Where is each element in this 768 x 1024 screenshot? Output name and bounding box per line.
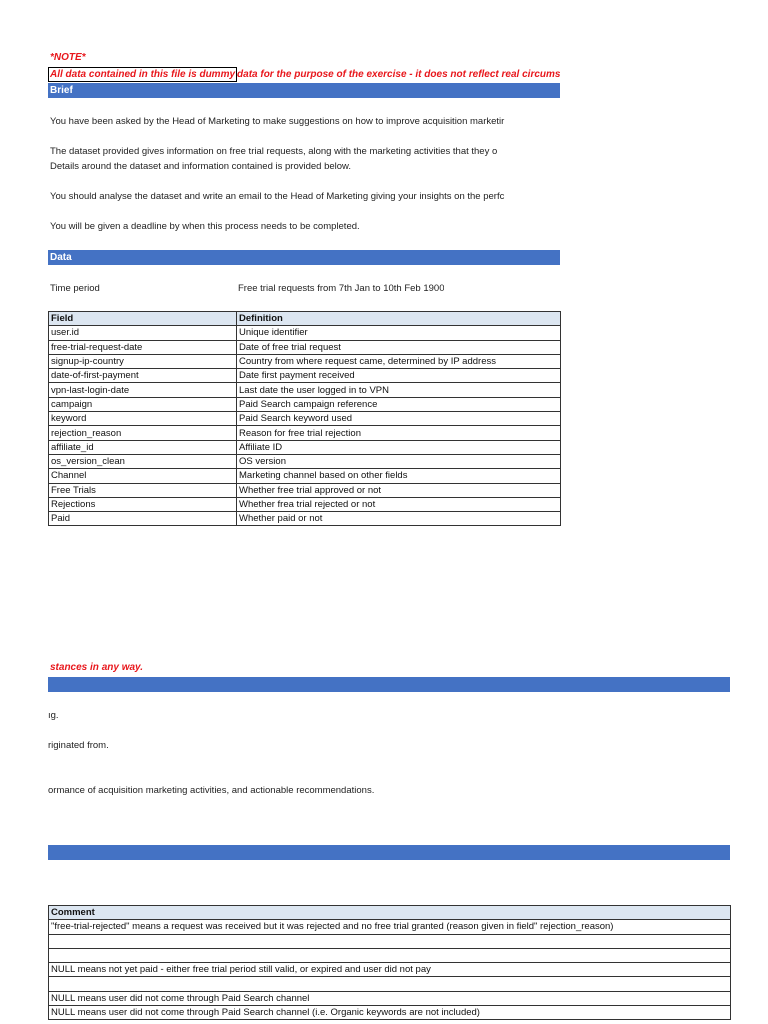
field-cell[interactable]: date-of-first-payment (49, 369, 237, 383)
brief-paragraph-2b: Details around the dataset and information contained is provided below. (50, 161, 352, 172)
table-row (49, 354, 561, 368)
comment-cell[interactable]: "free-trial-rejected" means a request was received but it was rejected and no free trial granted (reason given in field" rejection_reason) (49, 920, 731, 934)
definition-cell[interactable]: OS version (237, 454, 561, 468)
field-cell[interactable]: Paid (49, 512, 237, 526)
definition-cell[interactable]: Last date the user logged in to VPN (237, 383, 561, 397)
fields-table-header-row (49, 312, 561, 326)
field-cell[interactable]: rejection_reason (49, 426, 237, 440)
brief-band-continued (48, 677, 730, 692)
field-cell[interactable]: user.id (49, 326, 237, 340)
note-rest-text: data for the purpose of the exercise - it does not reflect real circums (237, 69, 560, 80)
fields-table (48, 311, 561, 526)
table-row (49, 948, 731, 962)
brief-paragraph-2a: The dataset provided gives information on free trial requests, along with the marketing activities that they o (50, 146, 498, 157)
definition-cell[interactable]: Whether paid or not (237, 512, 561, 526)
table-row (49, 469, 561, 483)
table-row (49, 920, 731, 934)
note-title: *NOTE* (50, 52, 86, 63)
table-row (49, 440, 561, 454)
brief-heading: Brief (48, 83, 560, 98)
comment-cell[interactable] (49, 977, 731, 991)
time-period-label: Time period (50, 283, 100, 294)
table-row (49, 483, 561, 497)
table-row (49, 412, 561, 426)
comments-table (48, 905, 731, 1020)
comment-column-header[interactable]: Comment (49, 906, 731, 920)
comment-cell[interactable] (49, 934, 731, 948)
field-cell[interactable]: free-trial-request-date (49, 340, 237, 354)
field-cell[interactable]: vpn-last-login-date (49, 383, 237, 397)
definition-cell[interactable]: Whether frea trial rejected or not (237, 497, 561, 511)
table-row (49, 326, 561, 340)
definition-cell[interactable]: Paid Search keyword used (237, 412, 561, 426)
time-period-value: Free trial requests from 7th Jan to 10th Feb 1900 (238, 283, 445, 294)
table-row (49, 991, 731, 1005)
field-column-header[interactable]: Field (49, 312, 237, 326)
data-heading: Data (48, 250, 560, 265)
brief-paragraph-4: You will be given a deadline by when this process needs to be completed. (50, 221, 360, 232)
definition-cell[interactable]: Affiliate ID (237, 440, 561, 454)
note-line (48, 67, 560, 82)
table-row (49, 934, 731, 948)
comment-cell[interactable]: NULL means user did not come through Paid Search channel (49, 991, 731, 1005)
table-row (49, 497, 561, 511)
comments-table-header-row (49, 906, 731, 920)
table-row (49, 340, 561, 354)
definition-cell[interactable]: Paid Search campaign reference (237, 397, 561, 411)
definition-cell[interactable]: Marketing channel based on other fields (237, 469, 561, 483)
table-row (49, 426, 561, 440)
definition-cell[interactable]: Whether free trial approved or not (237, 483, 561, 497)
brief-paragraph-3-continued: ormance of acquisition marketing activities, and actionable recommendations. (48, 785, 375, 796)
field-cell[interactable]: Channel (49, 469, 237, 483)
brief-paragraph-2-continued: riginated from. (48, 740, 109, 751)
brief-paragraph-1-continued: ıg. (48, 710, 59, 721)
definition-column-header[interactable]: Definition (237, 312, 561, 326)
field-cell[interactable]: campaign (49, 397, 237, 411)
table-row (49, 397, 561, 411)
table-row (49, 977, 731, 991)
table-row (49, 383, 561, 397)
data-band-continued (48, 845, 730, 860)
field-cell[interactable]: keyword (49, 412, 237, 426)
note-boxed-text[interactable]: All data contained in this file is dummy (50, 69, 236, 80)
field-cell[interactable]: signup-ip-country (49, 354, 237, 368)
comment-cell[interactable] (49, 948, 731, 962)
definition-cell[interactable]: Reason for free trial rejection (237, 426, 561, 440)
definition-cell[interactable]: Date of free trial request (237, 340, 561, 354)
comment-cell[interactable]: NULL means user did not come through Paid Search channel (i.e. Organic keywords are not included) (49, 1006, 731, 1020)
field-cell[interactable]: Free Trials (49, 483, 237, 497)
brief-paragraph-1: You have been asked by the Head of Marketing to make suggestions on how to improve acquisition marketir (50, 116, 505, 127)
note-continuation: stances in any way. (50, 662, 144, 673)
brief-paragraph-3: You should analyse the dataset and write an email to the Head of Marketing giving your insights on the perfc (50, 191, 505, 202)
field-cell[interactable]: affiliate_id (49, 440, 237, 454)
table-row (49, 512, 561, 526)
field-cell[interactable]: Rejections (49, 497, 237, 511)
comment-cell[interactable]: NULL means not yet paid - either free trial period still valid, or expired and user did not pay (49, 963, 731, 977)
definition-cell[interactable]: Date first payment received (237, 369, 561, 383)
definition-cell[interactable]: Unique identifier (237, 326, 561, 340)
field-cell[interactable]: os_version_clean (49, 454, 237, 468)
table-row (49, 1006, 731, 1020)
table-row (49, 963, 731, 977)
table-row (49, 454, 561, 468)
table-row (49, 369, 561, 383)
definition-cell[interactable]: Country from where request came, determined by IP address (237, 354, 561, 368)
